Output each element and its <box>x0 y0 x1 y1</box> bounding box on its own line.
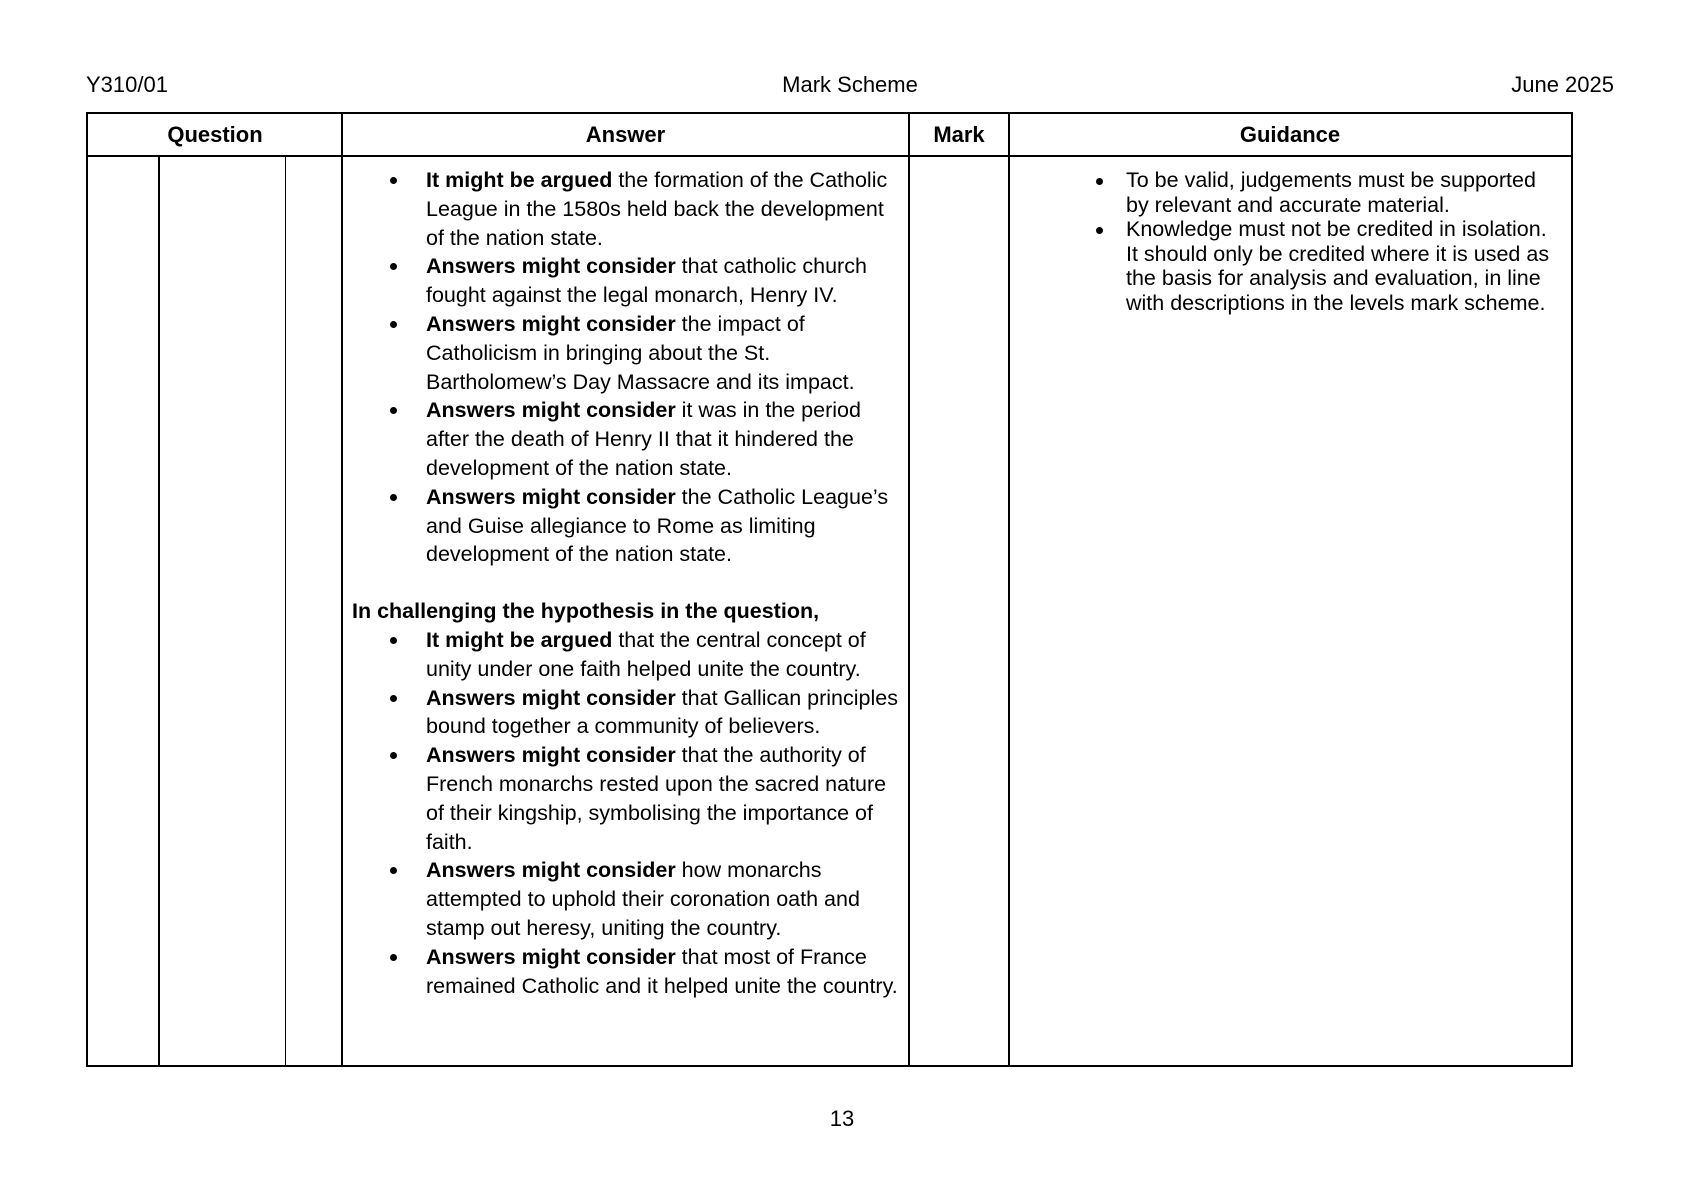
bullet-icon <box>390 752 397 759</box>
guidance-cell <box>1088 168 1563 315</box>
bullet-icon <box>390 494 397 501</box>
list-item: Knowledge must not be credited in isolation. It should only be credited where it is used as the basis for analysis and evaluation, in line with descriptions in the levels mark scheme. <box>1088 217 1563 315</box>
column-header-question: Question <box>88 114 342 157</box>
list-item: It might be argued the formation of the Catholic League in the 1580s held back the development of the nation state. <box>352 166 902 252</box>
exam-date: June 2025 <box>1511 72 1614 97</box>
list-item: Answers might consider that Gallican principles bound together a community of believers. <box>352 684 902 742</box>
supporting-points-list <box>352 166 902 569</box>
document-title: Mark Scheme <box>782 72 918 97</box>
bullet-icon <box>390 263 397 270</box>
answer-cell <box>352 166 902 1000</box>
list-item: Answers might consider it was in the period after the death of Henry II that it hindered the development of the nation state. <box>352 396 902 482</box>
bullet-icon <box>390 695 397 702</box>
bullet-icon <box>390 407 397 414</box>
page-header <box>86 72 1614 102</box>
divider-question-answer <box>341 114 343 1065</box>
bullet-icon <box>390 177 397 184</box>
list-item: Answers might consider the Catholic League’s and Guise allegiance to Rome as limiting development of the nation state. <box>352 483 902 569</box>
list-item: Answers might consider that catholic church fought against the legal monarch, Henry IV. <box>352 252 902 310</box>
divider-question-sub-1 <box>158 157 160 1065</box>
guidance-list <box>1088 168 1563 315</box>
challenging-points-list <box>352 626 902 1000</box>
list-item: It might be argued that the central concept of unity under one faith helped unite the country. <box>352 626 902 684</box>
column-header-mark: Mark <box>909 114 1009 157</box>
bullet-icon <box>390 321 397 328</box>
page-number: 13 <box>829 1106 855 1131</box>
list-item: Answers might consider how monarchs attempted to uphold their coronation oath and stamp out heresy, uniting the country. <box>352 856 902 942</box>
list-item: To be valid, judgements must be supported by relevant and accurate material. <box>1088 168 1563 217</box>
divider-question-sub-2 <box>285 157 286 1065</box>
bullet-icon <box>1096 227 1103 234</box>
column-header-guidance: Guidance <box>1009 114 1571 157</box>
divider-answer-mark <box>908 114 910 1065</box>
column-header-answer: Answer <box>342 114 909 157</box>
list-item: Answers might consider that most of France remained Catholic and it helped unite the country. <box>352 943 902 1001</box>
paper-code: Y310/01 <box>86 72 168 97</box>
bullet-icon <box>390 954 397 961</box>
mark-scheme-table <box>86 112 1573 1067</box>
list-item: Answers might consider the impact of Catholicism in bringing about the St. Bartholomew’s Day Massacre and its impact. <box>352 310 902 396</box>
challenge-heading: In challenging the hypothesis in the question, <box>352 599 820 624</box>
list-item: Answers might consider that the authority of French monarchs rested upon the sacred nature of their kingship, symbolising the importance of faith. <box>352 741 902 856</box>
divider-mark-guidance <box>1008 114 1010 1065</box>
bullet-icon <box>1096 178 1103 185</box>
bullet-icon <box>390 637 397 644</box>
bullet-icon <box>390 867 397 874</box>
